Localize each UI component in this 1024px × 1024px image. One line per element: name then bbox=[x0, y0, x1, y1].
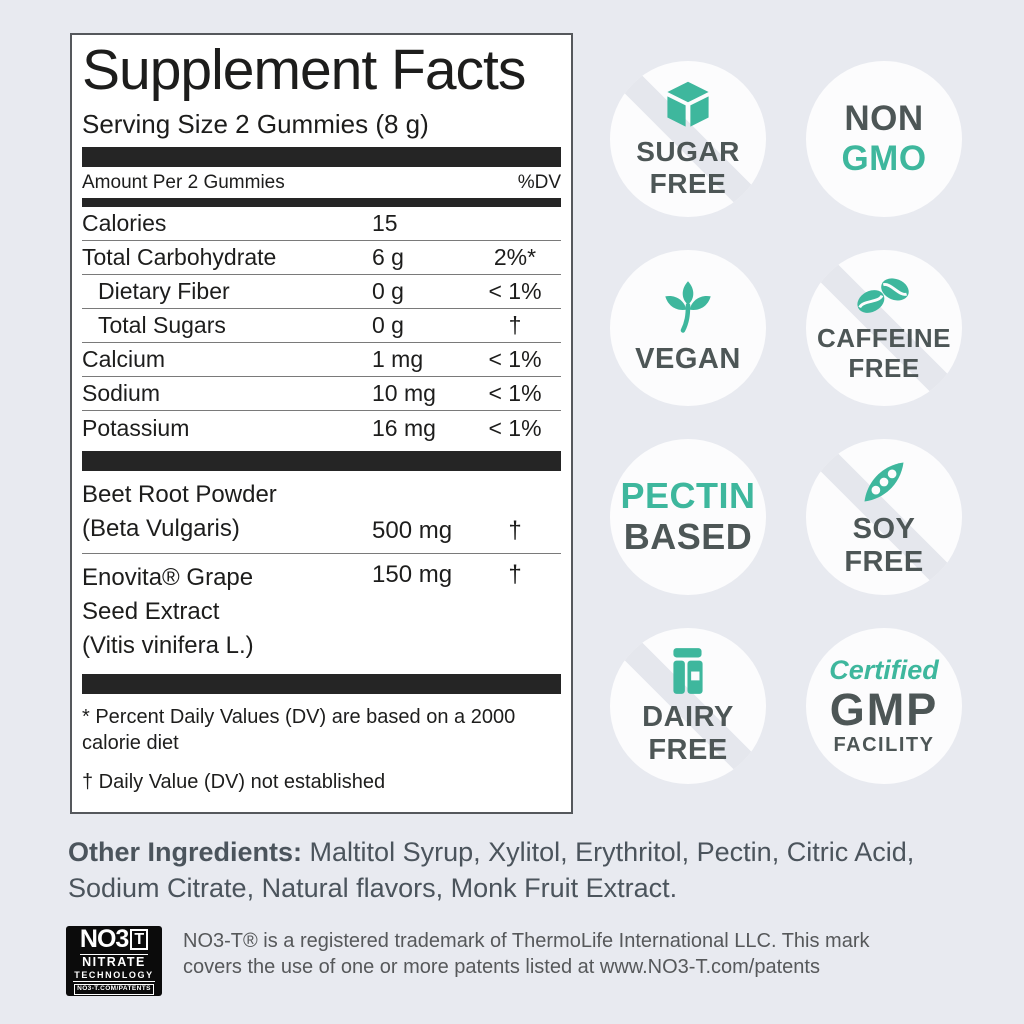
no3t-logo bbox=[66, 926, 162, 996]
divider-bar-thick bbox=[82, 147, 561, 167]
no3t-brand-t: T bbox=[130, 929, 148, 950]
nutrient-dv: < 1% bbox=[488, 414, 542, 441]
divider-bar-thin bbox=[82, 198, 561, 207]
leaf-sprout-icon bbox=[657, 280, 719, 338]
badge-label: FREE bbox=[844, 545, 924, 578]
row-potassium bbox=[82, 411, 561, 445]
nutrient-name: Total Sugars bbox=[98, 312, 226, 339]
ingredient-dv: † bbox=[508, 561, 522, 589]
badge-label: FREE bbox=[848, 352, 920, 383]
row-total-sugars bbox=[82, 309, 561, 343]
ingredient-name-line: Enovita® Grape bbox=[82, 564, 254, 592]
nutrient-amount: 15 bbox=[372, 210, 398, 237]
nutrient-amount: 0 g bbox=[372, 312, 404, 339]
nutrient-amount: 0 g bbox=[372, 278, 404, 305]
ingredient-amount: 150 mg bbox=[372, 561, 453, 589]
soy-pod-icon bbox=[858, 456, 910, 508]
table-header-row bbox=[82, 167, 561, 198]
nutrient-amount: 16 mg bbox=[372, 414, 436, 441]
badge-vegan bbox=[610, 250, 766, 406]
nutrient-name: Dietary Fiber bbox=[98, 278, 230, 305]
ingredient-name-line: (Vitis vinifera L.) bbox=[82, 631, 254, 659]
nutrient-dv: † bbox=[508, 312, 522, 339]
badge-label: Certified bbox=[829, 655, 939, 686]
ingredient-amount: 500 mg bbox=[372, 517, 453, 545]
dv-header: %DV bbox=[517, 172, 561, 194]
nutrient-amount: 6 g bbox=[372, 244, 404, 271]
nutrient-name: Sodium bbox=[82, 380, 160, 407]
nutrient-name: Potassium bbox=[82, 414, 190, 441]
badge-label: FACILITY bbox=[833, 733, 935, 756]
badge-non-gmo bbox=[806, 61, 962, 217]
ingredient-name-line: Seed Extract bbox=[82, 598, 220, 626]
ingredient-name bbox=[82, 478, 372, 545]
trademark-notice: NO3-T® is a registered trademark of ThermoLife International LLC. This mark covers the use of one or more patents listed at www.NO3-T.com/patents bbox=[183, 930, 870, 979]
row-total-carbohydrate bbox=[82, 241, 561, 275]
badge-label: FREE bbox=[648, 733, 728, 766]
ingredient-name bbox=[82, 561, 372, 662]
badge-label: GMP bbox=[829, 684, 939, 736]
badge-pectin-based bbox=[610, 439, 766, 595]
no3t-nitrate-text: NITRATE bbox=[82, 955, 146, 970]
milk-carton-icon bbox=[663, 646, 713, 696]
nutrient-dv: 2%* bbox=[493, 244, 537, 271]
ingredient-dv: † bbox=[508, 517, 522, 545]
ingredient-name-line: Beet Root Powder bbox=[82, 481, 277, 509]
row-grape-seed-extract bbox=[82, 554, 561, 670]
sugar-cube-icon bbox=[662, 79, 714, 131]
other-ingredients-label: Other Ingredients: bbox=[68, 837, 303, 867]
supplement-facts-panel bbox=[70, 33, 573, 814]
badge-label: BASED bbox=[623, 516, 753, 557]
ingredient-name-line: (Beta Vulgaris) bbox=[82, 514, 240, 542]
badge-label: SOY bbox=[852, 512, 916, 545]
no3t-patents-text: NO3-T.COM/PATENTS bbox=[74, 984, 154, 995]
badge-label: CAFFEINE bbox=[817, 323, 951, 354]
badge-soy-free bbox=[806, 439, 962, 595]
no3t-brand-text: NO3 bbox=[79, 925, 129, 954]
serving-size: Serving Size 2 Gummies (8 g) bbox=[82, 109, 429, 140]
badge-label: VEGAN bbox=[635, 343, 741, 376]
badge-gmp-facility bbox=[806, 628, 962, 784]
divider-bar-thick bbox=[82, 451, 561, 471]
other-ingredients bbox=[68, 835, 952, 907]
badge-label: FREE bbox=[649, 167, 727, 199]
badge-label: SUGAR bbox=[636, 135, 740, 167]
footnote-dv-not-established: † Daily Value (DV) not established bbox=[82, 771, 386, 794]
nutrient-amount: 10 mg bbox=[372, 380, 436, 407]
amount-per-header: Amount Per 2 Gummies bbox=[82, 172, 285, 194]
badge-dairy-free bbox=[610, 628, 766, 784]
nutrient-name: Total Carbohydrate bbox=[82, 244, 277, 271]
footnote-daily-values: * Percent Daily Values (DV) are based on a 2000 calorie diet bbox=[82, 706, 516, 755]
badge-label: DAIRY bbox=[642, 700, 734, 733]
badges-grid bbox=[610, 61, 962, 784]
badge-caffeine-free bbox=[806, 250, 962, 406]
row-dietary-fiber bbox=[82, 275, 561, 309]
no3t-technology-text: TECHNOLOGY bbox=[73, 970, 155, 983]
badge-label: PECTIN bbox=[620, 475, 756, 517]
other-ingredients-text: Maltitol Syrup, Xylitol, Erythritol, Pectin, Citric Acid, Sodium Citrate, Natural flavors, Monk Fruit Extract. bbox=[68, 837, 915, 903]
nutrient-dv: < 1% bbox=[488, 380, 542, 407]
nutrient-dv: < 1% bbox=[488, 278, 542, 305]
no3t-brand bbox=[80, 927, 148, 952]
badge-label: NON bbox=[844, 99, 924, 139]
row-beet-root-powder bbox=[82, 471, 561, 553]
coffee-beans-icon bbox=[853, 273, 915, 319]
row-calcium bbox=[82, 343, 561, 377]
nutrient-amount: 1 mg bbox=[372, 346, 424, 373]
supplement-facts-title: Supplement Facts bbox=[82, 38, 526, 102]
badge-label: GMO bbox=[841, 139, 927, 178]
row-sodium bbox=[82, 377, 561, 411]
nutrient-name: Calories bbox=[82, 210, 167, 237]
nutrient-dv: < 1% bbox=[488, 346, 542, 373]
divider-bar-thick bbox=[82, 674, 561, 694]
row-calories bbox=[82, 207, 561, 241]
nutrient-name: Calcium bbox=[82, 346, 166, 373]
badge-sugar-free bbox=[610, 61, 766, 217]
